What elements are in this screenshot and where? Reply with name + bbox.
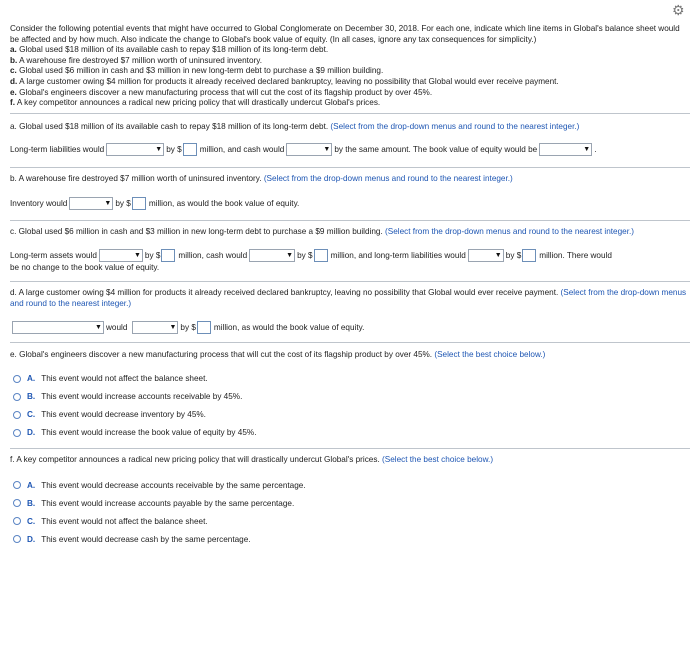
radio-button[interactable] [13, 481, 21, 489]
divider [10, 113, 690, 114]
part-c-heading: c. Global used $6 million in cash and $3 million in new long-term debt to purchase a $9 million building. (Select from the drop-down menus and round to the nearest integer.) [10, 226, 634, 236]
dropdown-arrow-icon: ▼ [323, 146, 331, 154]
part-e-option-b[interactable]: B. This event would increase accounts receivable by 45%. [13, 388, 690, 406]
event-c: c. Global used $6 million in cash and $3 million in new long-term debt to purchase a $9 million building. [10, 66, 384, 76]
part-f-option-a[interactable]: A. This event would decrease accounts receivable by the same percentage. [13, 476, 690, 494]
radio-button[interactable] [13, 517, 21, 525]
event-d: d. A large customer owing $4 million for products it already received declared bankruptcy, leaving no possibility that Global would ever receive payment. [10, 76, 559, 86]
part-e-options [13, 370, 690, 442]
part-c-assets-amount-input[interactable] [161, 249, 175, 262]
part-a-answer: Long-term liabilities would ▼ by $ million, and cash would ▼ by the same amount. The book value of equity would be ▼ . [10, 145, 597, 155]
dropdown-arrow-icon: ▼ [133, 252, 141, 260]
radio-button[interactable] [13, 393, 21, 401]
radio-button[interactable] [13, 411, 21, 419]
radio-button[interactable] [13, 429, 21, 437]
dropdown-arrow-icon: ▼ [95, 324, 102, 332]
dropdown-arrow-icon: ▼ [104, 199, 112, 207]
dropdown-arrow-icon: ▼ [286, 252, 294, 260]
part-f-option-d[interactable]: D. This event would decrease cash by the same percentage. [13, 530, 690, 548]
part-c-answer: Long-term assets would ▼ by $ million, cash would ▼ by $ million, and long-term liabilities would ▼ by $ million. There would be no change to the book value of equity. [10, 249, 690, 273]
part-d-account-dropdown[interactable] [12, 321, 104, 334]
part-c-liabilities-amount-input[interactable] [522, 249, 536, 262]
part-b-answer: Inventory would ▼ by $ million, as would the book value of equity. [10, 198, 300, 208]
part-d-answer: ▼ would ▼ by $ million, as would the book value of equity. [10, 321, 690, 334]
part-c-note: be no change to the book value of equity. [10, 263, 160, 273]
part-e-option-c[interactable]: C. This event would decrease inventory by 45%. [13, 406, 690, 424]
radio-button[interactable] [13, 499, 21, 507]
dropdown-arrow-icon: ▼ [169, 324, 177, 332]
divider [10, 220, 690, 221]
radio-button[interactable] [13, 375, 21, 383]
question-panel [10, 24, 690, 548]
part-e-option-a[interactable]: A. This event would not affect the balance sheet. [13, 370, 690, 388]
event-f: f. A key competitor announces a radical new pricing policy that will drastically undercut Global's prices. [10, 98, 381, 108]
part-a-amount-input[interactable] [183, 143, 197, 156]
divider [10, 342, 690, 343]
part-c-cash-amount-input[interactable] [314, 249, 328, 262]
divider [10, 167, 690, 168]
event-e: e. Global's engineers discover a new manufacturing process that will cut the cost of its flagship product by over 45%. [10, 87, 433, 97]
divider [10, 281, 690, 282]
part-f-options [13, 476, 690, 548]
part-f-option-b[interactable]: B. This event would increase accounts payable by the same percentage. [13, 494, 690, 512]
part-a-cash-dropdown[interactable] [286, 143, 332, 156]
part-c-long-term-assets-dropdown[interactable] [99, 249, 143, 262]
part-b-amount-input[interactable] [132, 197, 146, 210]
dropdown-arrow-icon: ▼ [494, 252, 502, 260]
event-a: a. Global used $18 million of its available cash to repay $18 million of its long-term debt. [10, 45, 329, 55]
part-c-liabilities-dropdown[interactable] [468, 249, 504, 262]
gear-icon[interactable]: ⚙ [672, 2, 685, 18]
part-a-heading: a. Global used $18 million of its available cash to repay $18 million of its long-term debt. (Select from the drop-down menus and round to the nearest integer.) [10, 121, 580, 131]
part-a-equity-dropdown[interactable] [539, 143, 592, 156]
part-d-amount-input[interactable] [197, 321, 211, 334]
problem-intro [10, 24, 690, 109]
part-b-inventory-dropdown[interactable] [69, 197, 113, 210]
event-b: b. A warehouse fire destroyed $7 million worth of uninsured inventory. [10, 55, 262, 65]
part-b-heading: b. A warehouse fire destroyed $7 million worth of uninsured inventory. (Select from the drop-down menus and round to the nearest integer.) [10, 174, 513, 184]
part-f-heading: f. A key competitor announces a radical new pricing policy that will drastically undercut Global's prices. (Select the best choice below.) [10, 454, 494, 464]
part-f-option-c[interactable]: C. This event would not affect the balance sheet. [13, 512, 690, 530]
part-d-direction-dropdown[interactable] [132, 321, 178, 334]
radio-button[interactable] [13, 535, 21, 543]
part-e-heading: e. Global's engineers discover a new manufacturing process that will cut the cost of its flagship product by over 45%. (Select the best choice below.) [10, 350, 546, 360]
dropdown-arrow-icon: ▼ [583, 146, 591, 154]
part-c-cash-dropdown[interactable] [249, 249, 295, 262]
part-e-option-d[interactable]: D. This event would increase the book value of equity by 45%. [13, 424, 690, 442]
part-d-heading: d. A large customer owing $4 million for products it already received declared bankruptcy, leaving no possibility that Global would ever receive payment. (Select from the drop-down menus and round to the nearest integer.) [10, 288, 687, 308]
divider [10, 448, 690, 449]
part-a-long-term-liabilities-dropdown[interactable] [106, 143, 164, 156]
dropdown-arrow-icon: ▼ [155, 146, 163, 154]
prompt-text: Consider the following potential events that might have occurred to Global Conglomerate on December 30, 2018. For each one, indicate which line items in Global's balance sheet would be affected and by how much. Also indicate the change to Global's book value of equity. (In all cases, ignore any tax consequences for simplicity.) [10, 24, 680, 44]
